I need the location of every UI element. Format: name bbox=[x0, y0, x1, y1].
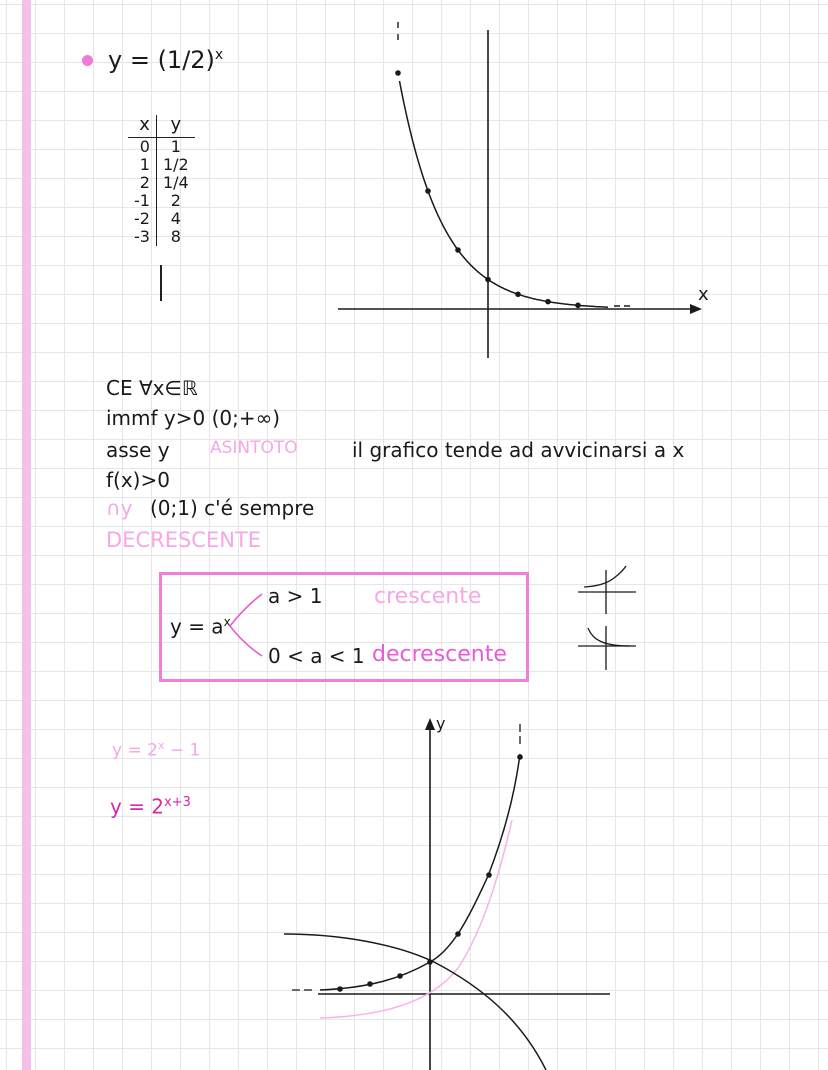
table-cell: -3 bbox=[128, 228, 156, 246]
note-image: immf y>0 (0;+∞) bbox=[106, 406, 281, 430]
rule-case1-condition: a > 1 bbox=[268, 584, 323, 608]
graph2-main-curve bbox=[320, 754, 520, 990]
graph2-caption-light-tail: − 1 bbox=[164, 740, 201, 761]
note-asymptote-axis: asse y bbox=[106, 438, 170, 462]
graph2-point bbox=[486, 872, 492, 878]
table-cell: 2 bbox=[128, 174, 156, 192]
graph2-reference-curve bbox=[284, 934, 546, 1070]
table-cell: 1/4 bbox=[162, 173, 189, 192]
graph2-point bbox=[397, 973, 403, 979]
graph2-point bbox=[427, 959, 433, 965]
graph2-caption-light-base: y = 2 bbox=[112, 740, 158, 761]
graph2-y-axis-label: y bbox=[436, 714, 446, 733]
rule-case2-condition: 0 < a < 1 bbox=[268, 644, 365, 668]
table-cell: 1/2 bbox=[162, 155, 189, 174]
note-decreasing: DECRESCENTE bbox=[106, 528, 262, 552]
table-header-x: x bbox=[128, 115, 156, 138]
table-cell: -2 bbox=[128, 210, 156, 228]
graph2-point bbox=[517, 754, 523, 760]
graph2-point bbox=[455, 931, 461, 937]
graph2-caption-main-exponent: x+3 bbox=[164, 795, 191, 810]
table-header-y: y bbox=[156, 115, 194, 138]
main-formula-exponent: x bbox=[214, 47, 224, 63]
main-formula-base: y = (1/2) bbox=[108, 46, 215, 74]
note-asymptote-explanation: il grafico tende ad avvicinarsi a x bbox=[352, 438, 685, 462]
note-asymptote-label: ASINTOTO bbox=[210, 438, 298, 458]
table-cell: -1 bbox=[128, 192, 156, 210]
table-cell: 2 bbox=[170, 191, 181, 210]
graph2-point bbox=[337, 986, 343, 992]
table-cell: 4 bbox=[170, 209, 181, 228]
graph2-point bbox=[367, 981, 373, 987]
graph2-caption-main-base: y = 2 bbox=[110, 794, 165, 819]
graph2-y-arrow bbox=[425, 718, 435, 730]
graph1-x-axis-label: x bbox=[698, 284, 709, 305]
note-intersection-symbol: ∩y bbox=[106, 496, 133, 520]
rule-lhs-base: y = a bbox=[170, 614, 224, 639]
note-positivity: f(x)>0 bbox=[106, 468, 170, 492]
note-intersection-point: (0;1) c'é sempre bbox=[150, 496, 315, 520]
rule-case1-label: crescente bbox=[374, 584, 482, 609]
table-cell: 1 bbox=[128, 156, 156, 174]
graph2-caption-light-exponent: x bbox=[157, 739, 165, 752]
rule-lhs-exponent: x bbox=[223, 615, 231, 629]
table-cell: 8 bbox=[170, 227, 181, 246]
note-domain: CE ∀x∈ℝ bbox=[106, 376, 198, 400]
table-cell: 1 bbox=[170, 137, 181, 156]
table-cell: 0 bbox=[128, 138, 156, 157]
rule-case2-label: decrescente bbox=[372, 642, 507, 667]
